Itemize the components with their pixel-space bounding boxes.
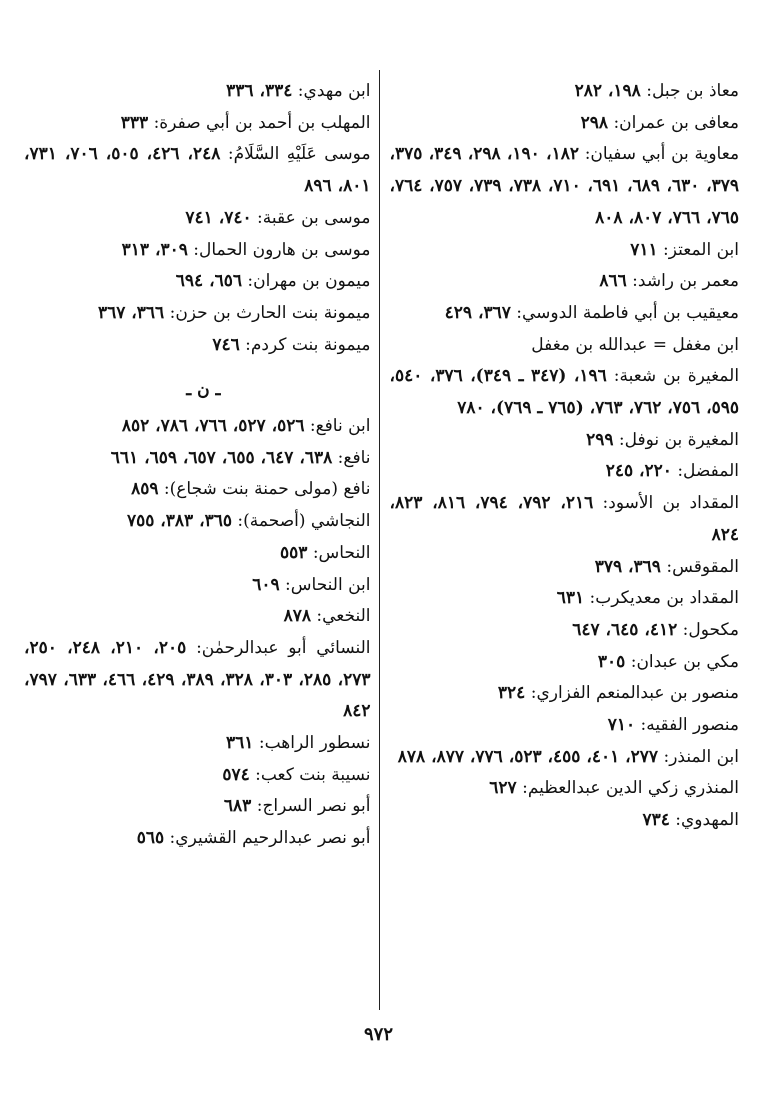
entry-pages: ٦٢٧ bbox=[489, 778, 517, 799]
index-entry bbox=[390, 139, 740, 234]
entry-pages: ٢١٦، ٧٩٢، ٧٩٤، ٨١٦، ٨٢٣، ٨٢٤ bbox=[389, 493, 739, 545]
entry-name: المغيرة بن شعبة: bbox=[613, 366, 740, 387]
entry-name: النخعي: bbox=[316, 606, 371, 627]
entry-name: ميمونة بنت كردم: bbox=[245, 334, 371, 355]
index-entry bbox=[24, 823, 371, 855]
index-entry bbox=[24, 298, 371, 330]
entry-name: أبو نصر عبدالرحيم القشيري: bbox=[169, 828, 371, 849]
index-entry bbox=[390, 456, 740, 488]
entry-pages: ٧٣٤ bbox=[642, 810, 670, 831]
index-entry bbox=[24, 474, 371, 506]
entry-name: مكي بن عبدان: bbox=[630, 651, 739, 672]
entry-name: نافع (مولى حمنة بنت شجاع): bbox=[163, 479, 371, 500]
entry-pages: ٦٠٩ bbox=[252, 574, 280, 595]
entry-name: النجاشي (أصحمة): bbox=[237, 511, 371, 532]
entry-pages: ٧١١ bbox=[630, 239, 658, 260]
index-entry bbox=[390, 710, 740, 742]
entry-name: ابن مغفل = عبدالله بن مغفل bbox=[531, 334, 739, 355]
index-entry bbox=[390, 298, 740, 330]
entry-name: المغيرة بن نوفل: bbox=[618, 429, 739, 450]
index-entry bbox=[24, 411, 371, 443]
entry-name: ميمون بن مهران: bbox=[247, 271, 371, 292]
index-entry bbox=[24, 139, 371, 202]
entry-pages: ٥٦٥ bbox=[136, 828, 165, 849]
entry-pages: ٨٧٨ bbox=[283, 606, 311, 627]
entry-name: النحاس: bbox=[312, 542, 371, 563]
index-entry bbox=[24, 330, 371, 362]
index-entry bbox=[390, 266, 740, 298]
index-entry bbox=[390, 742, 740, 774]
entry-pages: ٢٩٩ bbox=[586, 429, 614, 450]
entry-pages: ٢٤٨، ٤٢٦، ٥٠٥، ٧٠٦، ٧٣١، ٨٠١، ٨٩٦ bbox=[24, 144, 371, 197]
index-entry bbox=[24, 506, 371, 538]
index-entry bbox=[24, 538, 371, 570]
entry-name: ميمونة بنت الحارث بن حزن: bbox=[169, 302, 371, 323]
entry-pages: ١٩٨، ٢٨٢ bbox=[574, 81, 641, 101]
entry-pages: ٢٧٧، ٤٠١، ٤٥٥، ٥٢٣، ٧٧٦، ٨٧٧، ٨٧٨ bbox=[397, 746, 659, 767]
entry-name: معاوية بن أبي سفيان: bbox=[584, 144, 740, 165]
entry-name: المقداد بن الأسود: bbox=[602, 493, 740, 514]
entry-name: المقوقس: bbox=[666, 556, 739, 577]
entry-name: معيقيب بن أبي فاطمة الدوسي: bbox=[516, 302, 739, 323]
index-entry bbox=[24, 76, 371, 108]
entry-name: ابن النحاس: bbox=[285, 574, 371, 595]
index-entry bbox=[390, 552, 740, 584]
entry-pages: ٦٨٣ bbox=[223, 796, 252, 817]
entry-name: مكحول: bbox=[682, 619, 739, 640]
index-entry bbox=[390, 108, 740, 140]
entry-name: نافع: bbox=[337, 447, 371, 468]
entry-pages: ٧١٠ bbox=[607, 715, 636, 736]
entry-name: منصور الفقيه: bbox=[640, 715, 739, 736]
entry-pages: ٦٣٨، ٦٤٧، ٦٥٥، ٦٥٧، ٦٥٩، ٦٦١ bbox=[110, 447, 333, 468]
entry-name: موسى عَلَيْهِ السَّلَامُ: bbox=[227, 144, 371, 165]
entry-name: نسطور الراهب: bbox=[258, 733, 371, 754]
index-entry bbox=[390, 425, 740, 457]
entry-pages: ٢٢٠، ٢٤٥ bbox=[605, 461, 672, 482]
index-entry bbox=[390, 488, 740, 551]
entry-pages: ٣٦١ bbox=[226, 733, 254, 754]
index-entry bbox=[24, 601, 371, 633]
entry-pages: ١٩٦، (٣٤٧ ـ ٣٤٩)، ٣٧٦، ٥٤٠، ٥٩٥، ٧٥٦، ٧٦٢، ٧٦٣، (٧٦٥ ـ ٧٦٩)، ٧٨٠ bbox=[389, 366, 739, 419]
index-entry bbox=[24, 443, 371, 475]
entry-name: منصور بن عبدالمنعم الفزاري: bbox=[530, 683, 739, 704]
entry-pages: ٣٠٥ bbox=[597, 651, 626, 672]
entry-name: معاذ بن جبل: bbox=[646, 81, 739, 101]
page-number: ٩٧٢ bbox=[363, 1024, 393, 1045]
entry-name: المنذري زكي الدين عبدالعظيم: bbox=[522, 778, 739, 799]
entry-pages: ٣٦٧، ٤٢٩ bbox=[444, 302, 511, 323]
entry-name: النسائي أبو عبدالرحمٰن: bbox=[196, 637, 371, 658]
entry-pages: ٣٣٤، ٣٣٦ bbox=[226, 81, 293, 101]
index-entry bbox=[24, 203, 371, 235]
entry-pages: ٣٣٣ bbox=[120, 112, 149, 133]
entry-pages: ٣٦٩، ٣٧٩ bbox=[594, 556, 661, 577]
entry-pages: ٣٦٥، ٣٨٣، ٧٥٥ bbox=[126, 511, 233, 532]
index-entry bbox=[24, 791, 371, 823]
index-entry bbox=[24, 633, 371, 728]
index-column-left bbox=[14, 70, 380, 1010]
index-entry bbox=[390, 330, 740, 362]
index-entry bbox=[390, 647, 740, 679]
entry-name: ابن نافع: bbox=[309, 416, 371, 437]
entry-name: المهلب بن أحمد بن أبي صفرة: bbox=[153, 112, 371, 133]
index-entry bbox=[390, 615, 740, 647]
entry-name: معمر بن راشد: bbox=[632, 271, 739, 292]
entry-pages: ٥٥٣ bbox=[280, 542, 308, 563]
entry-name: ابن مهدي: bbox=[297, 81, 371, 101]
entry-pages: ٢٩٨ bbox=[580, 112, 609, 133]
index-entry bbox=[390, 235, 740, 267]
entry-pages: ٥٢٦، ٥٢٧، ٧٦٦، ٧٨٦، ٨٥٢ bbox=[121, 416, 305, 437]
entry-pages: ٣٢٤ bbox=[497, 683, 526, 704]
index-section-meem bbox=[24, 76, 371, 361]
index-column-right bbox=[380, 70, 746, 1010]
entry-pages: ٣٠٩، ٣١٣ bbox=[121, 239, 188, 260]
index-entry bbox=[24, 570, 371, 602]
entry-name: معافى بن عمران: bbox=[613, 112, 739, 133]
index-entry bbox=[390, 773, 740, 805]
index-entry bbox=[24, 108, 371, 140]
index-section-noon bbox=[24, 411, 371, 855]
entry-name: موسى بن عقبة: bbox=[257, 207, 371, 228]
entry-pages: ٥٧٤ bbox=[222, 764, 250, 785]
index-columns bbox=[14, 70, 745, 1010]
entry-name: موسى بن هارون الحمال: bbox=[193, 239, 371, 260]
entry-pages: ٧٤٦ bbox=[212, 334, 240, 355]
index-entry bbox=[390, 76, 740, 108]
entry-pages: ٦٥٦، ٦٩٤ bbox=[175, 271, 243, 292]
entry-pages: ٦٣١ bbox=[556, 588, 585, 609]
entry-pages: ٤١٢، ٦٤٥، ٦٤٧ bbox=[572, 619, 678, 640]
entry-name: ابن المنذر: bbox=[663, 746, 739, 767]
index-entry bbox=[390, 678, 740, 710]
entry-pages: ٨٥٩ bbox=[131, 479, 159, 500]
entry-pages: ٨٦٦ bbox=[599, 271, 627, 292]
entry-pages: ٢٠٥، ٢١٠، ٢٤٨، ٢٥٠، ٢٧٣، ٢٨٥، ٣٠٣، ٣٢٨، ٣٨٩، ٤٢٩، ٤٦٦، ٦٣٣، ٧٩٧، ٨٤٢ bbox=[24, 637, 371, 722]
index-entry bbox=[390, 583, 740, 615]
index-entry bbox=[24, 235, 371, 267]
index-entry bbox=[390, 361, 740, 424]
entry-name: أبو نصر السراج: bbox=[256, 796, 371, 817]
index-entry bbox=[24, 266, 371, 298]
entry-pages: ٣٦٦، ٣٦٧ bbox=[97, 302, 165, 323]
section-letter-noon: ـ ن ـ bbox=[186, 380, 221, 401]
entry-name: نسيبة بنت كعب: bbox=[255, 764, 371, 785]
entry-name: المقداد بن معديكرب: bbox=[589, 588, 739, 609]
entry-name: المهدوي: bbox=[675, 810, 739, 831]
entry-name: ابن المعتز: bbox=[663, 239, 739, 260]
index-entry bbox=[390, 805, 740, 837]
entry-pages: ٧٤٠، ٧٤١ bbox=[185, 207, 252, 228]
entry-pages: ١٨٢، ١٩٠، ٢٩٨، ٣٤٩، ٣٧٥، ٣٧٩، ٦٣٠، ٦٨٩، ٦٩١، ٧١٠، ٧٣٨، ٧٣٩، ٧٥٧، ٧٦٤، ٧٦٥، ٧٦٦، ٨٠٧، ٨٠٨ bbox=[389, 144, 740, 228]
entry-name: المفضل: bbox=[677, 461, 739, 482]
index-entry bbox=[24, 760, 371, 792]
index-entry bbox=[24, 728, 371, 760]
